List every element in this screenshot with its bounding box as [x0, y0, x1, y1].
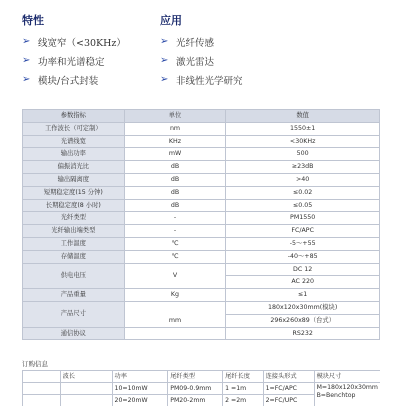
order-cell — [60, 395, 112, 406]
arrow-bullet-icon: ➢ — [22, 74, 38, 85]
spec-value: 500 — [226, 148, 380, 161]
spec-value: ≤1 — [226, 289, 380, 302]
order-cell — [23, 395, 61, 406]
spec-param: 工作波长（可定制） — [23, 122, 125, 135]
spec-param: 供电电压 — [23, 263, 125, 289]
spec-header-row — [23, 110, 380, 123]
spec-value: ≤0.02 — [226, 186, 380, 199]
arrow-bullet-icon: ➢ — [22, 55, 38, 66]
spec-row — [23, 135, 380, 148]
spec-value: <30KHz — [226, 135, 380, 148]
spec-row — [23, 327, 380, 340]
spec-unit — [124, 327, 226, 340]
spec-header: 数值 — [226, 110, 380, 123]
order-module-option: M=180x120x30mm — [317, 384, 378, 392]
spec-value: >40 — [226, 173, 380, 186]
order-header-row — [23, 371, 381, 383]
spec-unit: KHz — [124, 135, 226, 148]
spec-row — [23, 289, 380, 302]
spec-row — [23, 148, 380, 161]
spec-row — [23, 212, 380, 225]
spec-unit: mm — [124, 301, 226, 327]
spec-value: -5～+55 — [226, 237, 380, 250]
arrow-bullet-icon: ➢ — [160, 55, 176, 66]
features-section — [22, 14, 382, 102]
order-cell: 2=FC/UPC — [263, 395, 314, 406]
order-cell: PM09-0.9mm — [168, 383, 223, 395]
order-cell-module-size — [314, 383, 380, 406]
spec-value: FC/APC — [226, 225, 380, 238]
spec-param: 通信协议 — [23, 327, 125, 340]
order-cell: 1=FC/APC — [263, 383, 314, 395]
spec-param: 输出功率 — [23, 148, 125, 161]
spec-row — [23, 301, 380, 314]
spec-unit: dB — [124, 161, 226, 174]
order-header: 尾纤类型 — [168, 371, 223, 383]
application-text: 非线性光学研究 — [176, 73, 243, 87]
spec-unit: dB — [124, 173, 226, 186]
spec-row — [23, 199, 380, 212]
spec-value: PM1550 — [226, 212, 380, 225]
spec-param: 产品重量 — [23, 289, 125, 302]
order-cell: 1 =1m — [223, 383, 263, 395]
spec-row — [23, 122, 380, 135]
application-text: 激光雷达 — [176, 54, 214, 68]
spec-value: RS232 — [226, 327, 380, 340]
application-item — [160, 51, 243, 70]
order-header: 波长 — [60, 371, 112, 383]
spec-row — [23, 186, 380, 199]
features-title: 特性 — [22, 14, 126, 28]
order-cell — [23, 383, 61, 395]
arrow-bullet-icon: ➢ — [160, 36, 176, 47]
spec-unit: nm — [124, 122, 226, 135]
features-column — [22, 14, 126, 89]
order-row — [23, 383, 381, 395]
spec-unit: - — [124, 225, 226, 238]
spec-param: 存储温度 — [23, 250, 125, 263]
spec-unit: dB — [124, 199, 226, 212]
spec-unit: ℃ — [124, 237, 226, 250]
feature-item — [22, 51, 126, 70]
order-cell: 2 =2m — [223, 395, 263, 406]
spec-value: AC 220 — [226, 276, 380, 289]
order-header: 尾纤长度 — [223, 371, 263, 383]
spec-unit: mW — [124, 148, 226, 161]
order-cell: PM20-2mm — [168, 395, 223, 406]
spec-unit: - — [124, 212, 226, 225]
spec-unit: V — [124, 263, 226, 289]
spec-header: 参数指标 — [23, 110, 125, 123]
spec-param: 光谱线宽 — [23, 135, 125, 148]
spec-row — [23, 250, 380, 263]
spec-unit: dB — [124, 186, 226, 199]
arrow-bullet-icon: ➢ — [160, 74, 176, 85]
order-header: 功率 — [112, 371, 168, 383]
application-text: 光纤传感 — [176, 35, 214, 49]
spec-param: 产品尺寸 — [23, 301, 125, 327]
feature-item — [22, 32, 126, 51]
spec-header: 单位 — [124, 110, 226, 123]
spec-unit: ℃ — [124, 250, 226, 263]
spec-param: 工作温度 — [23, 237, 125, 250]
feature-text: 模块/台式封装 — [38, 73, 98, 87]
order-header — [23, 371, 61, 383]
feature-text: 线宽窄（<30KHz） — [38, 35, 126, 49]
spec-unit: Kg — [124, 289, 226, 302]
spec-value: 1550±1 — [226, 122, 380, 135]
spec-param: 光纤类型 — [23, 212, 125, 225]
spec-value: -40～+85 — [226, 250, 380, 263]
order-cell: 20=20mW — [112, 395, 168, 406]
spec-row — [23, 263, 380, 276]
spec-value: ≥23dB — [226, 161, 380, 174]
order-cell — [60, 383, 112, 395]
spec-table — [22, 109, 380, 340]
order-info-title: 订购信息 — [22, 359, 48, 368]
arrow-bullet-icon: ➢ — [22, 36, 38, 47]
order-header: 连接头形式 — [263, 371, 314, 383]
spec-row — [23, 161, 380, 174]
spec-row — [23, 225, 380, 238]
spec-row — [23, 173, 380, 186]
spec-row — [23, 237, 380, 250]
feature-text: 功率和光谱稳定 — [38, 54, 105, 68]
spec-value: 180x120x30mm(模块) — [226, 301, 380, 314]
applications-title: 应用 — [160, 14, 243, 28]
spec-value: DC 12 — [226, 263, 380, 276]
spec-param: 长期稳定度(8 小时) — [23, 199, 125, 212]
application-item — [160, 70, 243, 89]
spec-param: 输出隔离度 — [23, 173, 125, 186]
application-item — [160, 32, 243, 51]
applications-column — [160, 14, 243, 89]
order-table — [22, 370, 380, 406]
spec-param: 偏振消光比 — [23, 161, 125, 174]
spec-value: 296x260x89（台式） — [226, 314, 380, 327]
order-module-option: B=Benchtop — [317, 392, 378, 400]
spec-param: 光纤输出端类型 — [23, 225, 125, 238]
order-header: 模块尺寸 — [314, 371, 380, 383]
feature-item — [22, 70, 126, 89]
spec-value: ≤0.05 — [226, 199, 380, 212]
order-cell: 10=10mW — [112, 383, 168, 395]
spec-param: 短期稳定度(15 分钟) — [23, 186, 125, 199]
